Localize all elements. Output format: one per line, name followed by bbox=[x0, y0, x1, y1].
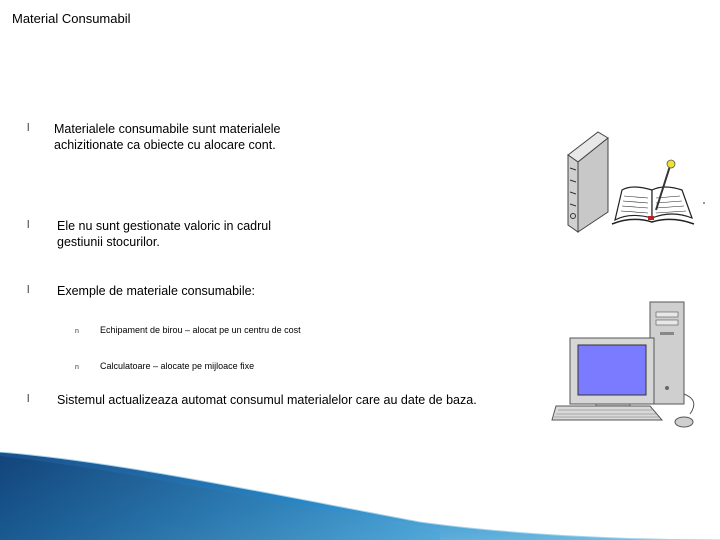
sub-bullet-marker: n bbox=[75, 328, 79, 335]
sub-bullet-marker: n bbox=[75, 364, 79, 371]
sub-bullet-text-2: Calculatoare – alocate pe mijloace fixe bbox=[100, 361, 255, 371]
bullet-text-2: Ele nu sunt gestionate valoric in cadrul gestiunii stocurilor. bbox=[57, 219, 272, 249]
decorative-bottom-band bbox=[0, 452, 720, 540]
sub-bullet-text-1: Echipament de birou – alocat pe un centru de cost bbox=[100, 325, 301, 335]
bullet-marker: l bbox=[27, 284, 30, 296]
computer-icon bbox=[550, 298, 705, 430]
bullet-marker: l bbox=[27, 393, 30, 405]
binder-book-icon bbox=[560, 120, 710, 235]
slide-title: Material Consumabil bbox=[12, 11, 131, 26]
bullet-marker: l bbox=[27, 122, 30, 134]
bullet-marker: l bbox=[27, 219, 30, 231]
bullet-text-3: Exemple de materiale consumabile: bbox=[57, 284, 256, 298]
bullet-text-1: Materialele consumabile sunt materialele achizitionate ca obiecte cu alocare cont. bbox=[54, 122, 281, 152]
bullet-text-4: Sistemul actualizeaza automat consumul materialelor care au date de baza. bbox=[57, 393, 477, 407]
